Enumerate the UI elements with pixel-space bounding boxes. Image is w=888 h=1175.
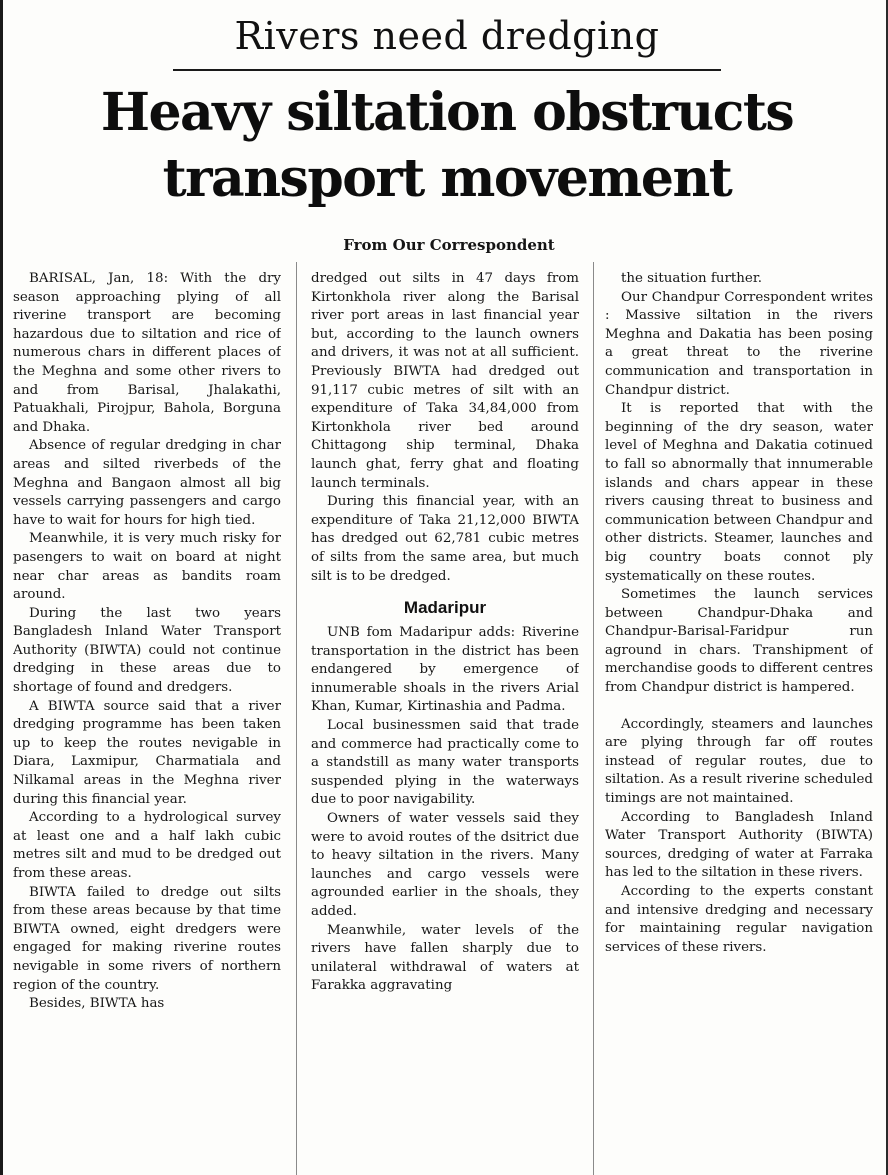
column-divider bbox=[296, 262, 297, 1175]
paragraph: Meanwhile, water levels of the rivers have fallen sharply due to unilateral withdrawal of waters at Farakka aggravating bbox=[311, 922, 579, 994]
paragraph: dredged out silts in 47 days from Kirtonkhola river along the Barisal river port areas in last financial year but, according to the launch owners and drivers, it was not at all sufficient. Previously BIWTA had dredged out 91,117 cubic metres of silt with an expenditure of Taka 34,84,000 from Kirtonkhola river bed around Chittagong ship terminal, Dhaka launch ghat, ferry ghat and floating launch terminals. bbox=[311, 271, 579, 491]
paragraph: the situation further. bbox=[621, 271, 763, 286]
paragraph: Besides, BIWTA has bbox=[29, 996, 165, 1012]
paragraph: Accordingly, steamers and launches are plying through far off routes instead of regular routes, due to siltation. As a result riverine scheduled timings are not maintained. bbox=[605, 716, 873, 807]
paragraph: During the last two years Bangladesh Inland Water Transport Authority (BIWTA) could not continue dredging in these areas due to shortage of found and dredgers. bbox=[13, 605, 281, 696]
column-2 bbox=[311, 270, 579, 1175]
paragraph: Absence of regular dredging in char areas and silted riverbeds of the Meghna and Bangaon almost all big vessels carrying passengers and cargo have to wait for hours for high tied. bbox=[13, 438, 281, 528]
kicker-underline bbox=[173, 69, 721, 71]
subheading-madaripur: Madaripur bbox=[403, 598, 487, 618]
paragraph: Our Chandpur Correspondent writes : Massive siltation in the rivers Meghna and Dakatia has been posing a great threat to the riverine communication and transportation in Chandpur district. bbox=[605, 289, 873, 398]
paragraph: According to a hydrological survey at least one and a half lakh cubic metres silt and mud to be dredged out from these areas. bbox=[13, 810, 281, 881]
paragraph: Sometimes the launch services between Chandpur-Dhaka and Chandpur-Barisal-Faridpur run aground in chars. Transhipment of merchandise goods to different centres from Chandpur district is hampered. bbox=[605, 587, 873, 696]
column-1 bbox=[13, 270, 281, 1175]
paragraph: According to the experts constant and intensive dredging and necessary for maintaining regular navigation services of these rivers. bbox=[605, 884, 873, 955]
paragraph: It is reported that with the beginning of the dry season, water level of Meghna and Dakatia cotinued to fall so abnormally that innumerable islands and chars appear in these rivers causing threat to business and communication between Chandpur and other districts. Steamer, launches and big country boats connot ply systematically on these routes. bbox=[605, 401, 873, 584]
column-3 bbox=[605, 270, 873, 1175]
kicker-heading: Rivers need dredging bbox=[234, 14, 660, 58]
paragraph: According to Bangladesh Inland Water Transport Authority (BIWTA) sources, dredging of water at Farraka has led to the siltation in these rivers. bbox=[605, 809, 873, 881]
paragraph: Owners of water vessels said they were to avoid routes of the dsitrict due to heavy siltation in the rivers. Many launches and cargo vessels were agrounded earlier in the shoals, they added. bbox=[311, 811, 579, 919]
paragraph: Local businessmen said that trade and commerce had practically come to a standstill as many water transports suspended plying in the waterways due to poor navigability. bbox=[311, 718, 579, 808]
paragraph: Meanwhile, it is very much risky for pasengers to wait on board at night near char areas as bandits roam around. bbox=[13, 531, 281, 603]
paragraph: BIWTA failed to dredge out silts from these areas because by that time BIWTA owned, eight dredgers were engaged for making riverine routes nevigable in some rivers of northern region of the country. bbox=[13, 884, 281, 993]
column-divider bbox=[593, 262, 594, 1175]
paragraph: A BIWTA source said that a river dredging programme has been taken up to keep the routes nevigable in Diara, Laxmipur, Charmatiala and Nilkamal areas in the Meghna river during this financial year. bbox=[13, 698, 281, 807]
byline: From Our Correspondent bbox=[343, 236, 555, 254]
paragraph: UNB fom Madaripur adds: Riverine transportation in the district has been endangered by emergence of innumerable shoals in the rivers Arial Khan, Kumar, Kirtinashia and Padma. bbox=[311, 625, 579, 715]
headline: Heavy siltation obstructs transport movement bbox=[100, 82, 794, 209]
paragraph: BARISAL, Jan, 18: With the dry season approaching plying of all riverine transport are becoming hazardous due to siltation and rice of numerous chars in different places of the Meghna and some other rivers to and from Barisal, Jhalakathi, Patuakhali, Pirojpur, Bahola, Borguna and Dhaka. bbox=[13, 271, 281, 435]
paragraph: During this financial year, with an expenditure of Taka 21,12,000 BIWTA has dredged out 62,781 cubic metres of silts from the same area, but much silt is to be dredged. bbox=[311, 494, 579, 584]
